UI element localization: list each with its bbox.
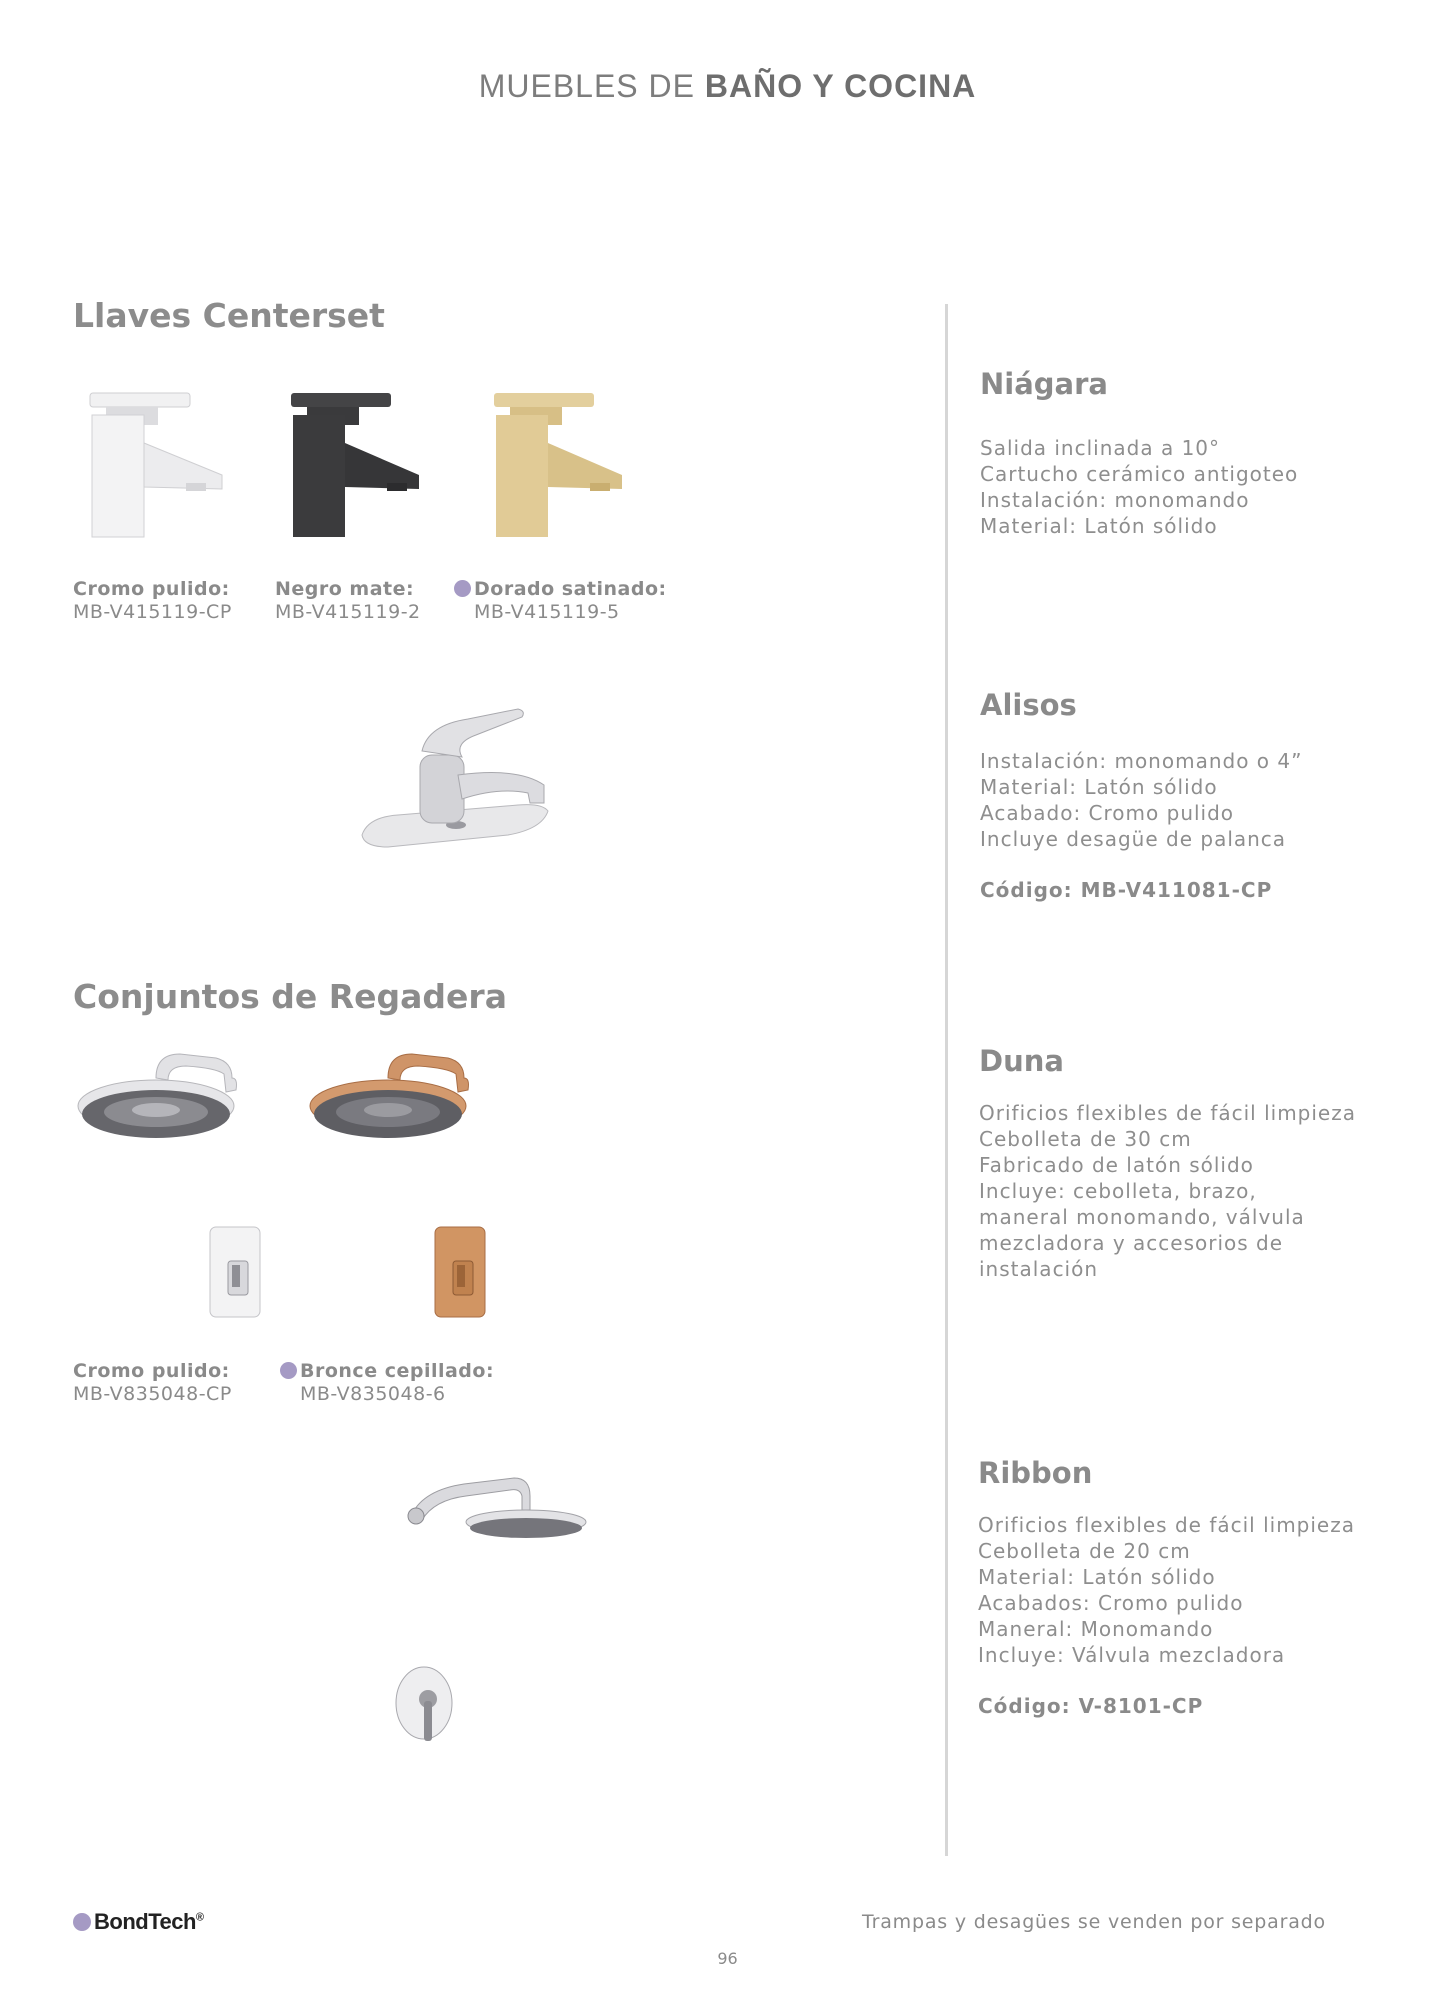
faucet-black-image [283, 383, 433, 543]
brand-registered-mark: ® [195, 1911, 204, 1924]
faucet-chrome-image [82, 383, 232, 543]
regadera-caption-chrome [73, 1360, 232, 1406]
code-value: MB-V411081-CP [1080, 878, 1273, 902]
product-code [980, 878, 1420, 902]
header-bold: BAÑO Y COCINA [704, 68, 977, 104]
showerhead-ribbon-image [404, 1470, 594, 1550]
header-prefix: MUEBLES DE [478, 68, 705, 104]
regadera-code-chrome: MB-V835048-CP [73, 1383, 232, 1405]
code-value: V-8101-CP [1078, 1694, 1204, 1718]
product-name: Duna [979, 1044, 1064, 1078]
product-name: Niágara [980, 367, 1108, 401]
spec-line: mezcladora y accesorios de [979, 1231, 1284, 1255]
product-specs [980, 435, 1420, 539]
llaves-code-chrome: MB-V415119-CP [73, 601, 232, 623]
spec-line: Cebolleta de 20 cm [978, 1539, 1191, 1563]
llaves-code-gold: MB-V415119-5 [474, 601, 620, 623]
product-alisos [980, 688, 1420, 902]
product-name: Ribbon [978, 1456, 1093, 1490]
product-specs [980, 748, 1420, 852]
spec-line: Orificios flexibles de fácil limpieza [979, 1101, 1356, 1125]
regadera-finish-chrome: Cromo pulido: [73, 1360, 230, 1382]
valve-ribbon-image [388, 1665, 458, 1745]
spec-line: Instalación: monomando o 4” [980, 749, 1303, 773]
llaves-caption-gold [454, 578, 667, 624]
spec-line: Incluye desagüe de palanca [980, 827, 1287, 851]
spec-line: Maneral: Monomando [978, 1617, 1214, 1641]
product-ribbon [978, 1456, 1418, 1718]
column-divider [945, 304, 948, 1856]
code-label: Código: [978, 1694, 1071, 1718]
product-niagara [980, 367, 1420, 539]
faucet-gold-image [486, 383, 636, 543]
spec-line: Cebolleta de 30 cm [979, 1127, 1192, 1151]
llaves-finish-black: Negro mate: [275, 578, 415, 600]
spec-line: Cartucho cerámico antigoteo [980, 462, 1299, 486]
product-code [978, 1694, 1418, 1718]
regadera-caption-bronze [280, 1360, 494, 1406]
regadera-finish-bronze: Bronce cepillado: [300, 1360, 495, 1382]
page-header [0, 68, 1455, 105]
regadera-section-title: Conjuntos de Regadera [73, 977, 507, 1016]
footer-note: Trampas y desagües se venden por separado [862, 1911, 1326, 1933]
llaves-code-black: MB-V415119-2 [275, 601, 421, 623]
page-number: 96 [717, 1949, 738, 1968]
spec-line: Salida inclinada a 10° [980, 436, 1221, 460]
product-specs [978, 1512, 1418, 1668]
product-specs [979, 1100, 1419, 1282]
llaves-section-title: Llaves Centerset [73, 296, 385, 335]
spec-line: instalación [979, 1257, 1099, 1281]
spec-line: Material: Latón sólido [980, 775, 1218, 799]
spec-line: Incluye: cebolleta, brazo, [979, 1179, 1257, 1203]
valve-bronze-image [433, 1225, 489, 1321]
spec-line: Acabado: Cromo pulido [980, 801, 1235, 825]
llaves-finish-chrome: Cromo pulido: [73, 578, 230, 600]
spec-line: Incluye: Válvula mezcladora [978, 1643, 1286, 1667]
spec-line: Material: Latón sólido [978, 1565, 1216, 1589]
brand-name: BondTech [94, 1909, 196, 1934]
llaves-caption-chrome [73, 578, 232, 624]
spec-line: Material: Latón sólido [980, 514, 1218, 538]
regadera-code-bronze: MB-V835048-6 [300, 1383, 446, 1405]
faucet-alisos-image [358, 705, 558, 865]
code-label: Código: [980, 878, 1073, 902]
brand-dot-icon [73, 1913, 91, 1931]
product-name: Alisos [980, 688, 1077, 722]
spec-line: Instalación: monomando [980, 488, 1250, 512]
spec-line: Orificios flexibles de fácil limpieza [978, 1513, 1355, 1537]
valve-chrome-image [208, 1225, 264, 1321]
llaves-caption-black [275, 578, 421, 624]
showerhead-chrome-image [76, 1048, 246, 1158]
accent-dot-icon [280, 1362, 297, 1379]
brand-logo [73, 1909, 204, 1935]
product-duna [979, 1044, 1419, 1282]
spec-line: Acabados: Cromo pulido [978, 1591, 1244, 1615]
spec-line: maneral monomando, válvula [979, 1205, 1305, 1229]
llaves-finish-gold: Dorado satinado: [474, 578, 667, 600]
showerhead-bronze-image [308, 1048, 478, 1158]
accent-dot-icon [454, 580, 471, 597]
spec-line: Fabricado de latón sólido [979, 1153, 1254, 1177]
